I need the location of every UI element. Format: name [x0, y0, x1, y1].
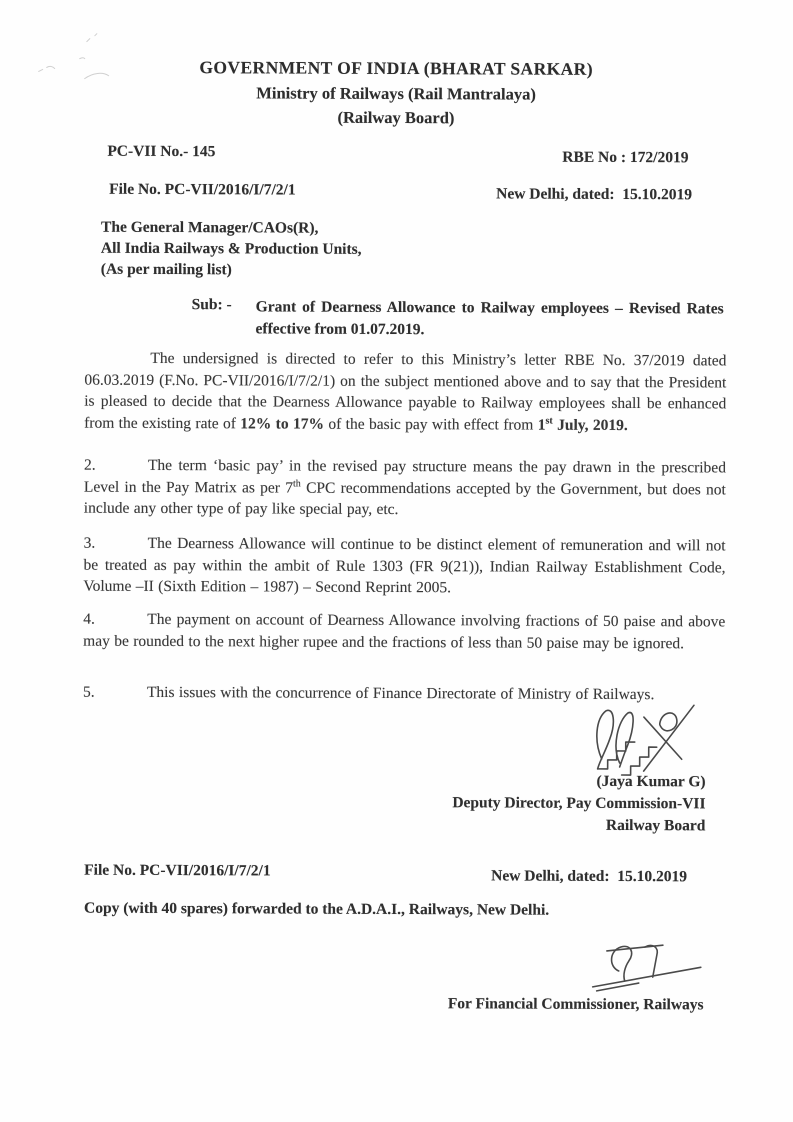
ministry-title: Ministry of Railways (Rail Mantralaya): [256, 83, 536, 104]
signatory-designation: Deputy Director, Pay Commission-VII: [452, 794, 706, 813]
govt-title: GOVERNMENT OF INDIA (BHARAT SARKAR): [199, 57, 594, 79]
subject-text: Grant of Dearness Allowance to Railway employees – Revised Rates effective from 01.07.2019.: [255, 298, 724, 339]
paragraph-2-text: The term ‘basic pay’ in the revised pay structure means the pay drawn in the prescribed Level in the Pay Matrix as per 7th CPC recommendations accepted by the Government, but does not include any other type of pay like special pay, etc.: [83, 456, 726, 519]
subject-block: [192, 296, 724, 342]
paragraph-3-text: The Dearness Allowance will continue to be distinct element of remuneration and will not be treated as pay within the ambit of Rule 1303 (FR 9(21)), Indian Railway Establishment Code, Volume –II (Sixth Edition – 1987) – Second Reprint 2005.: [83, 534, 726, 597]
paragraph-5-text: This issues with the concurrence of Finance Directorate of Ministry of Railways.: [146, 683, 655, 704]
file-number-top: File No. PC-VII/2016/I/7/2/1: [109, 180, 296, 199]
place-date-bottom: New Delhi, dated: 15.10.2019: [491, 867, 688, 886]
addressee-line-2: All India Railways & Production Units,: [100, 239, 362, 258]
rbe-number: RBE No : 172/2019: [562, 148, 689, 167]
copy-forwarded-line: Copy (with 40 spares) forwarded to the A.D.A.I., Railways, New Delhi.: [83, 899, 550, 919]
board-title: (Railway Board): [337, 107, 455, 128]
paragraph-2: [84, 455, 726, 522]
paragraph-3: [83, 533, 725, 600]
addressee-line-3: (As per mailing list): [100, 260, 232, 279]
pc-number: PC-VII No.- 145: [107, 142, 216, 161]
signatory-name: (Jaya Kumar G): [596, 772, 706, 791]
for-financial-commissioner-line: For Financial Commissioner, Railways: [447, 995, 704, 1014]
paragraph-3-number: 3.: [83, 534, 96, 552]
letterhead: [0, 56, 793, 129]
subject-label: Sub: -: [191, 296, 232, 314]
paragraph-1-text: The undersigned is directed to refer to this Ministry’s letter RBE No. 37/2019 dated 06.03.2019 (F.No. PC-VII/2016/I/7/2/1) on the subject mentioned above and to say that the President is pleased to decide that the Dearness Allowance payable to Railway employees shall be enhanced from the existing rate of 12% to 17% of the basic pay with effect from 1st July, 2019.: [84, 349, 727, 434]
paragraph-4-text: The payment on account of Dearness Allowance involving fractions of 50 paise and above may be rounded to the next higher rupee and the fractions of less than 50 paise may be ignored.: [83, 610, 726, 652]
handwritten-signature-icon: [582, 701, 700, 782]
paragraph-2-number: 2.: [83, 456, 96, 474]
signatory-block: [452, 770, 705, 837]
place-date-top: New Delhi, dated: 15.10.2019: [496, 185, 693, 204]
paragraph-4-number: 4.: [83, 610, 95, 628]
signatory-org: Railway Board: [605, 816, 706, 835]
paragraph-4: [83, 609, 725, 655]
paragraph-5-number: 5.: [82, 683, 95, 701]
file-number-bottom: File No. PC-VII/2016/I/7/2/1: [84, 861, 271, 880]
handwritten-initials-icon: [589, 937, 709, 998]
addressee-line-1: The General Manager/CAOs(R),: [100, 218, 319, 237]
addressee-block: [101, 217, 362, 281]
paragraph-1: [84, 348, 726, 437]
